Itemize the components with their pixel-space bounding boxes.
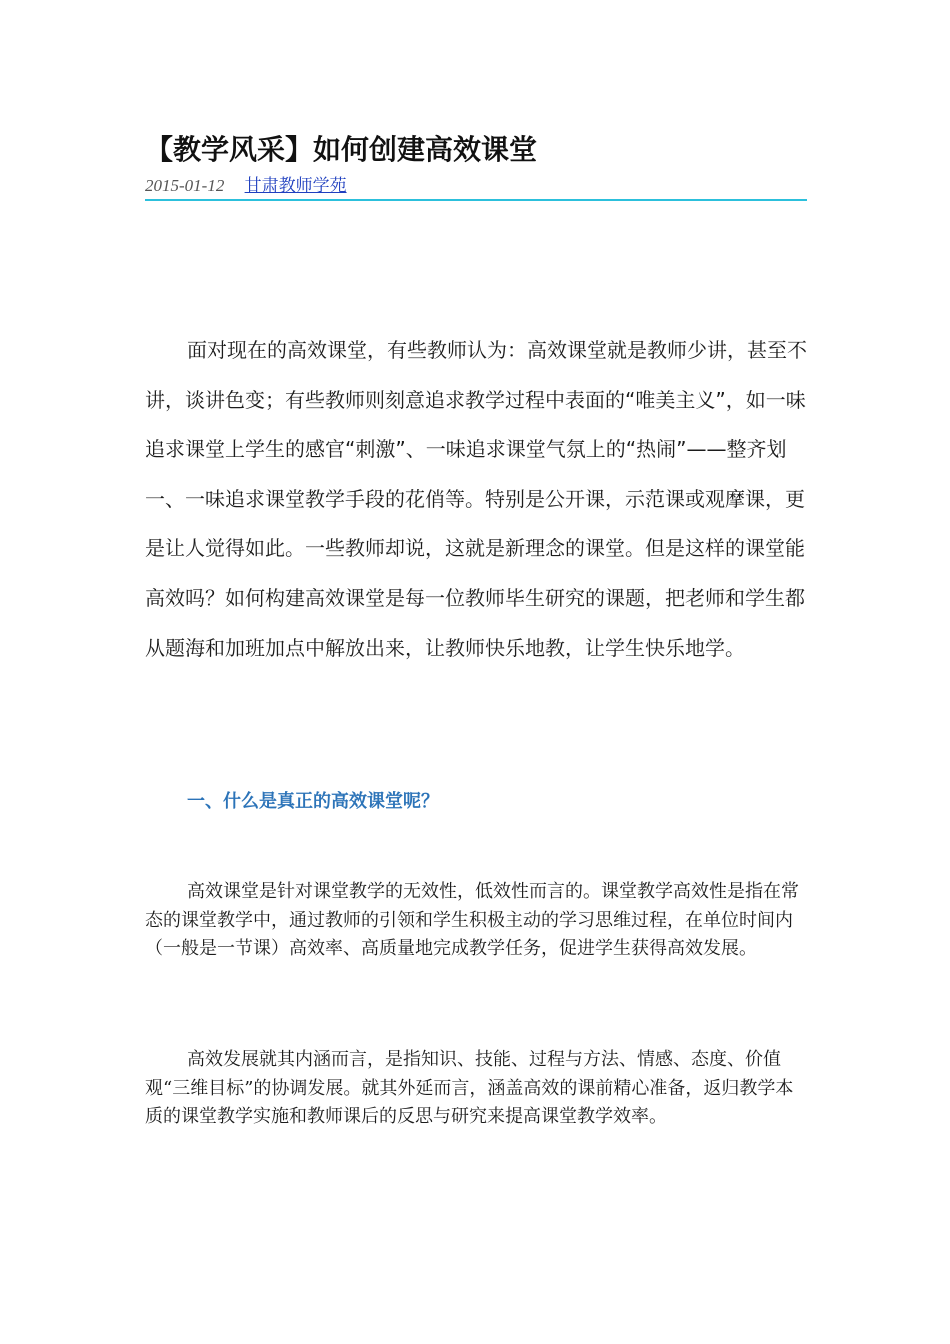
- publish-date: 2015-01-12: [145, 176, 225, 195]
- title-divider: [145, 199, 807, 201]
- body-paragraph: 高效发展就其内涵而言，是指知识、技能、过程与方法、情感、态度、价值观“三维目标”的协调发展。就其外延而言，涵盖高效的课前精心准备，返归教学本质的课堂教学实施和教师课后的反思与研究来提高课堂教学效率。: [145, 1049, 794, 1127]
- source-link[interactable]: 甘肃教师学苑: [244, 176, 347, 195]
- article-title: 【教学风采】如何创建高效课堂: [145, 133, 538, 166]
- intro-paragraph: 面对现在的高效课堂，有些教师认为：高效课堂就是教师少讲，甚至不讲，谈讲色变；有些教师则刻意追求教学过程中表面的“唯美主义”，如一味追求课堂上学生的感官“刺激”、一味追求课堂气氛上的“热闹”——整齐划一、一味追求课堂教学手段的花俏等。特别是公开课，示范课或观摩课，更是让人觉得如此。一些教师却说，这就是新理念的课堂。但是这样的课堂能高效吗？如何构建高效课堂是每一位教师毕生研究的课题，把老师和学生都从题海和加班加点中解放出来，让教师快乐地教，让学生快乐地学。: [145, 338, 807, 660]
- body-paragraph: 高效课堂是针对课堂教学的无效性，低效性而言的。课堂教学高效性是指在常态的课堂教学中，通过教师的引领和学生积极主动的学习思维过程，在单位时间内（一般是一节课）高效率、高质量地完成教学任务，促进学生获得高效发展。: [145, 881, 799, 959]
- section-heading: 一、什么是真正的高效课堂呢？: [187, 791, 439, 812]
- article-meta: [145, 174, 807, 200]
